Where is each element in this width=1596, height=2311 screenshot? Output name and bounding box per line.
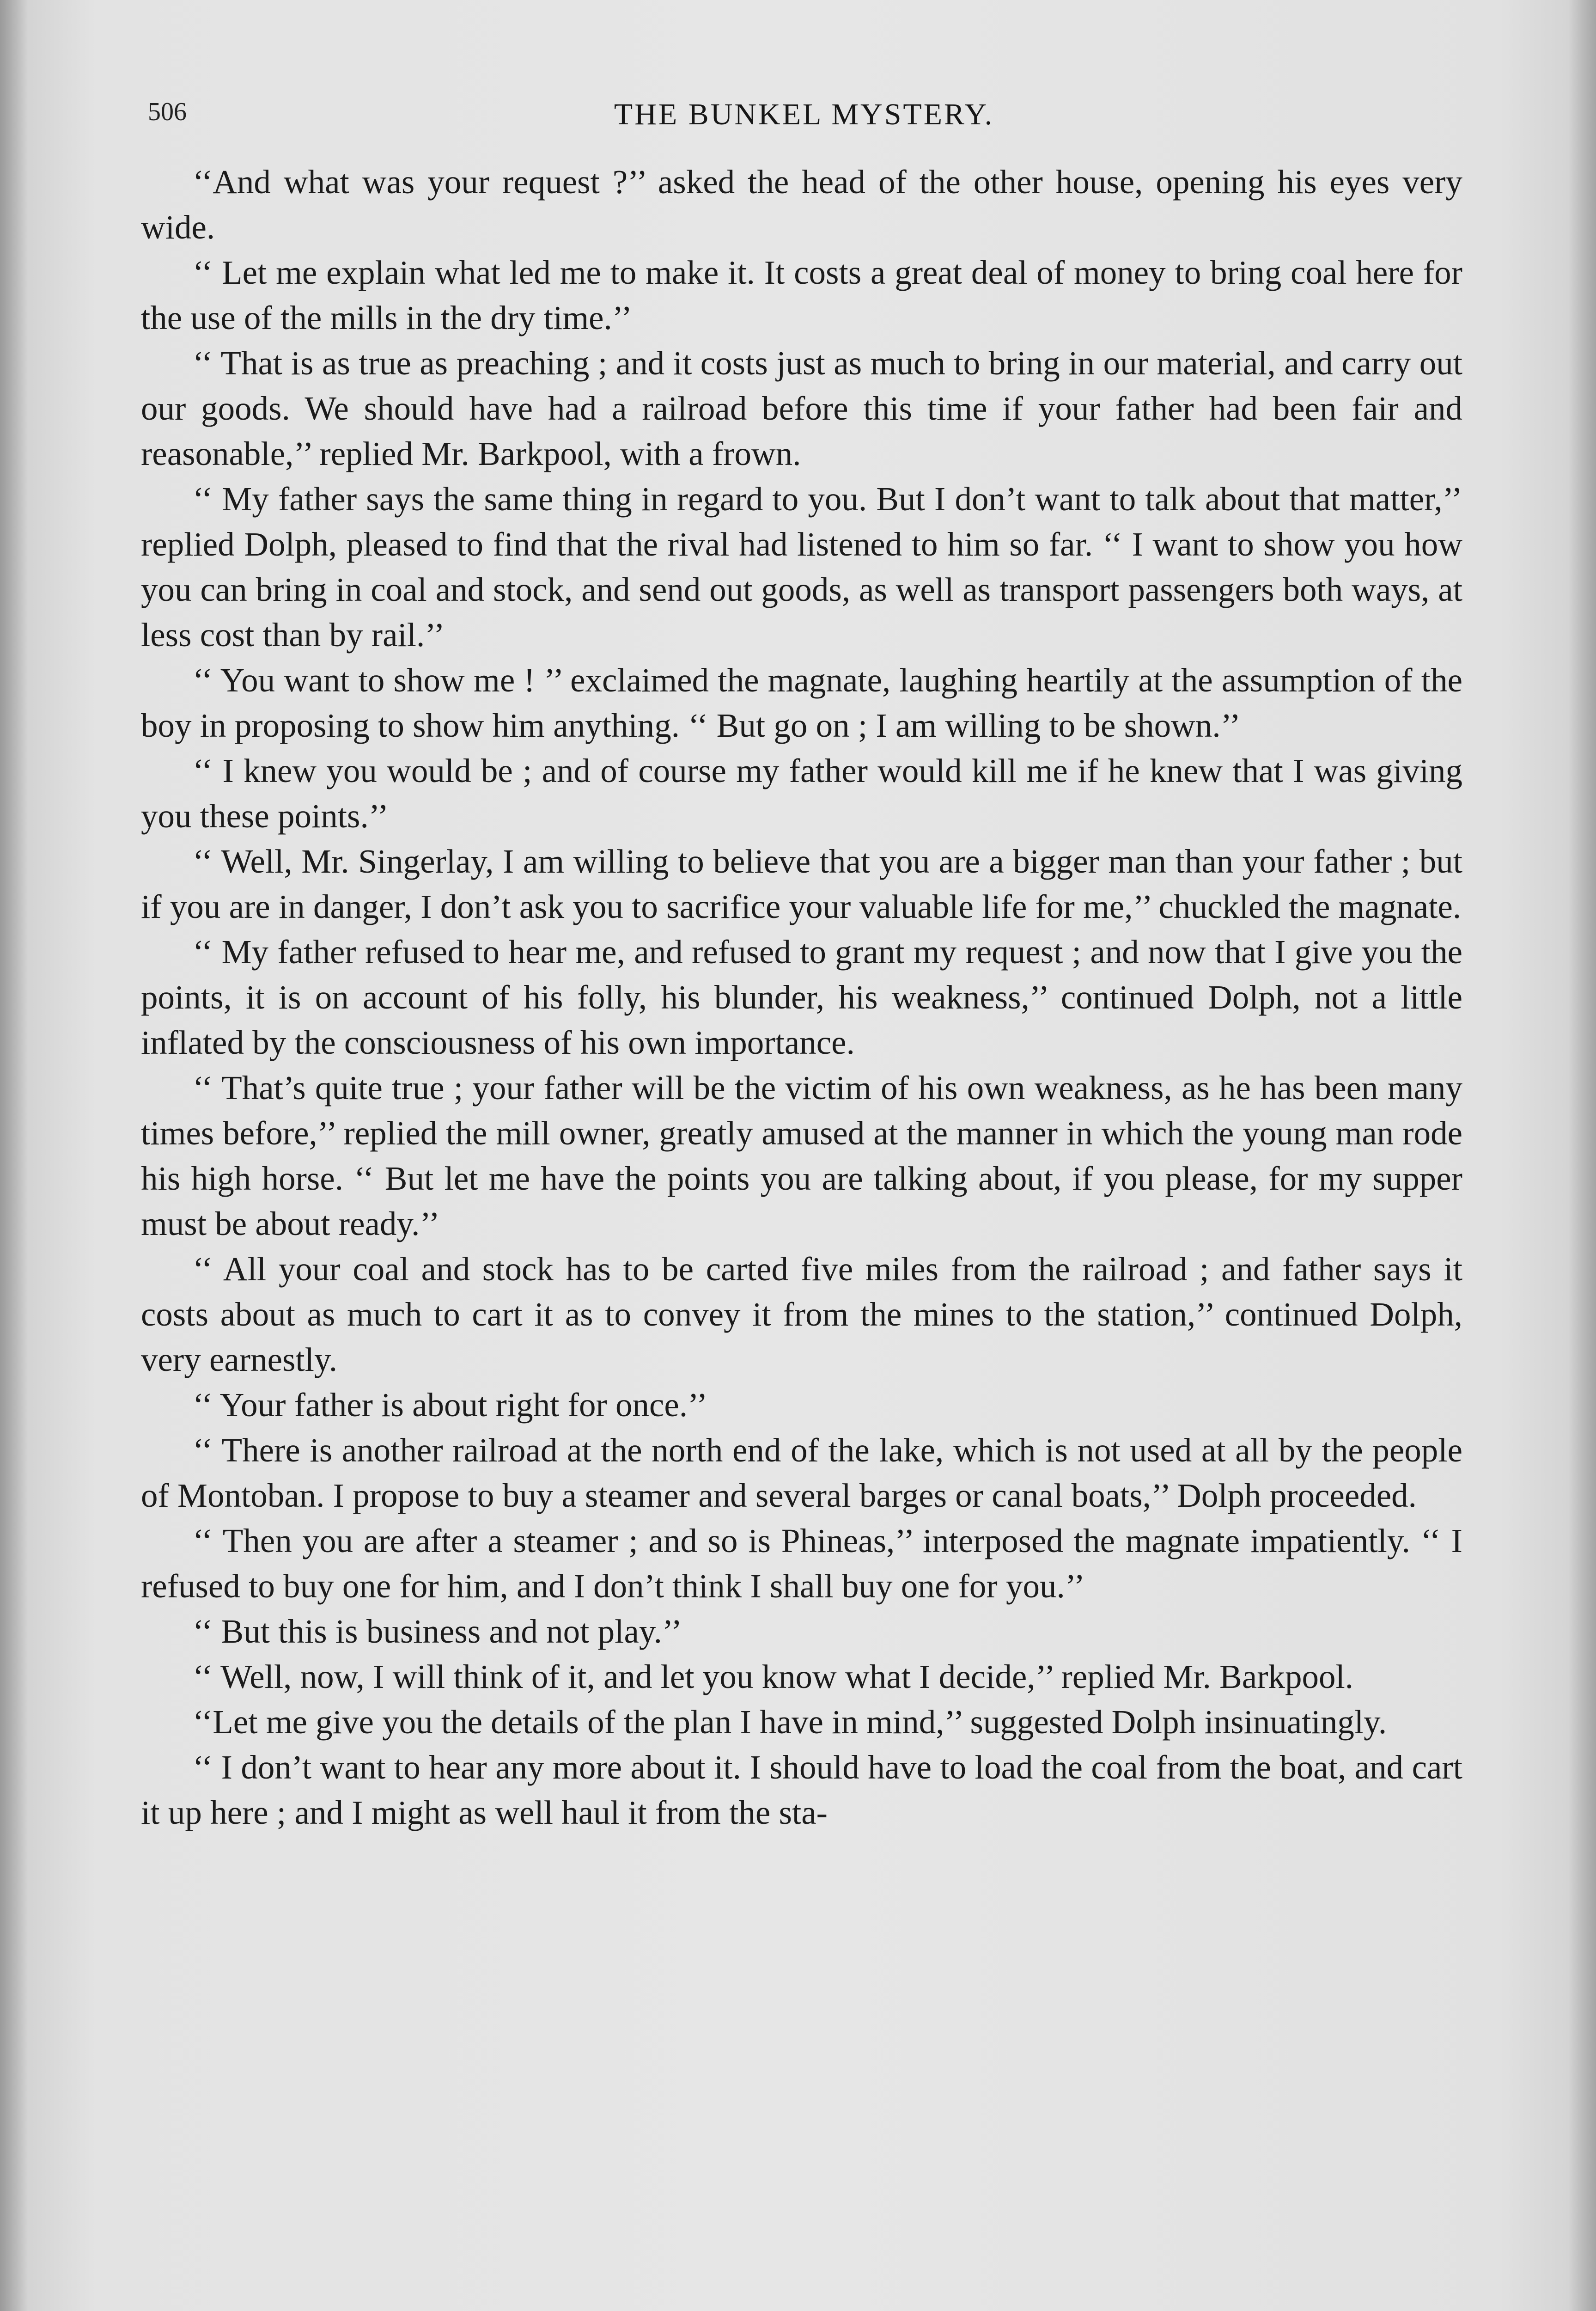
paragraph: ‘‘ You want to show me ! ’’ exclaimed the magnate, laughing heartily at the assumption of the boy in proposing to show him anything. ‘‘ But go on ; I am willing to be shown.’’ — [141, 661, 1462, 744]
page-header — [148, 92, 1460, 134]
scan-shadow-left — [0, 0, 28, 2311]
body-text — [141, 159, 1462, 1835]
paragraph: ‘‘ But this is business and not play.’’ — [193, 1613, 682, 1650]
page-number: 506 — [148, 98, 187, 126]
paragraph: ‘‘ My father says the same thing in regard to you. But I don’t want to talk about that matter,’’ replied Dolph, pleased to find that the rival had listened to him so far. ‘‘ I want to show you how you can bring in coal and stock, and send out goods, as well as transport passengers both ways, at less cost than by rail.’’ — [141, 480, 1462, 654]
paragraph: ‘‘ Your father is about right for once.’’ — [193, 1386, 708, 1424]
paragraph: ‘‘ There is another railroad at the north end of the lake, which is not used at all by the people of Montoban. I propose to buy a steamer and several barges or canal boats,’’ Dolph proceeded. — [141, 1431, 1462, 1514]
paragraph: ‘‘ That is as true as preaching ; and it costs just as much to bring in our material, and carry out our goods. We should have had a railroad before this time if your father had been fair and reasonable,’’ replied Mr. Barkpool, with a frown. — [141, 344, 1462, 472]
scan-shadow-right — [1568, 0, 1596, 2311]
paragraph: ‘‘ That’s quite true ; your father will be the victim of his own weakness, as he has been many times before,’’ replied the mill owner, greatly amused at the manner in which the young man rode his high horse. ‘‘ But let me have the points you are talking about, if you please, for my supper must be about ready.’’ — [141, 1069, 1462, 1242]
paragraph: ‘‘ Well, Mr. Singerlay, I am willing to believe that you are a bigger man than your father ; but if you are in danger, I don’t ask you to sacrifice your valuable life for me,’’ chuckled the magnate. — [141, 843, 1462, 925]
paragraph: ‘‘ I don’t want to hear any more about it. I should have to load the coal from the boat, and cart it up here ; and I might as well haul it from the sta- — [141, 1749, 1462, 1831]
paragraph: ‘‘ Let me explain what led me to make it. It costs a great deal of money to bring coal here for the use of the mills in the dry time.’’ — [141, 254, 1462, 336]
paragraph: ‘‘Let me give you the details of the plan I have in mind,’’ suggested Dolph insinuatingly. — [193, 1703, 1387, 1741]
paragraph: ‘‘ Then you are after a steamer ; and so is Phineas,’’ interposed the magnate impatiently. ‘‘ I refused to buy one for him, and I don’t think I shall buy one for you.’’ — [141, 1522, 1462, 1605]
paragraph: ‘‘And what was your request ?’’ asked the head of the other house, opening his eyes very wide. — [141, 163, 1462, 246]
paragraph: ‘‘ My father refused to hear me, and refused to grant my request ; and now that I give you the points, it is on account of his folly, his blunder, his weakness,’’ continued Dolph, not a little inflated by the consciousness of his own importance. — [141, 933, 1462, 1061]
paragraph: ‘‘ Well, now, I will think of it, and let you know what I decide,’’ replied Mr. Barkpool. — [193, 1658, 1354, 1695]
paragraph: ‘‘ I knew you would be ; and of course my father would kill me if he knew that I was giving you these points.’’ — [141, 752, 1462, 835]
paragraph: ‘‘ All your coal and stock has to be carted five miles from the railroad ; and father says it costs about as much to cart it as to convey it from the mines to the station,’’ continued Dolph, very earnestly. — [141, 1250, 1462, 1378]
running-title: THE BUNKEL MYSTERY. — [614, 98, 994, 131]
